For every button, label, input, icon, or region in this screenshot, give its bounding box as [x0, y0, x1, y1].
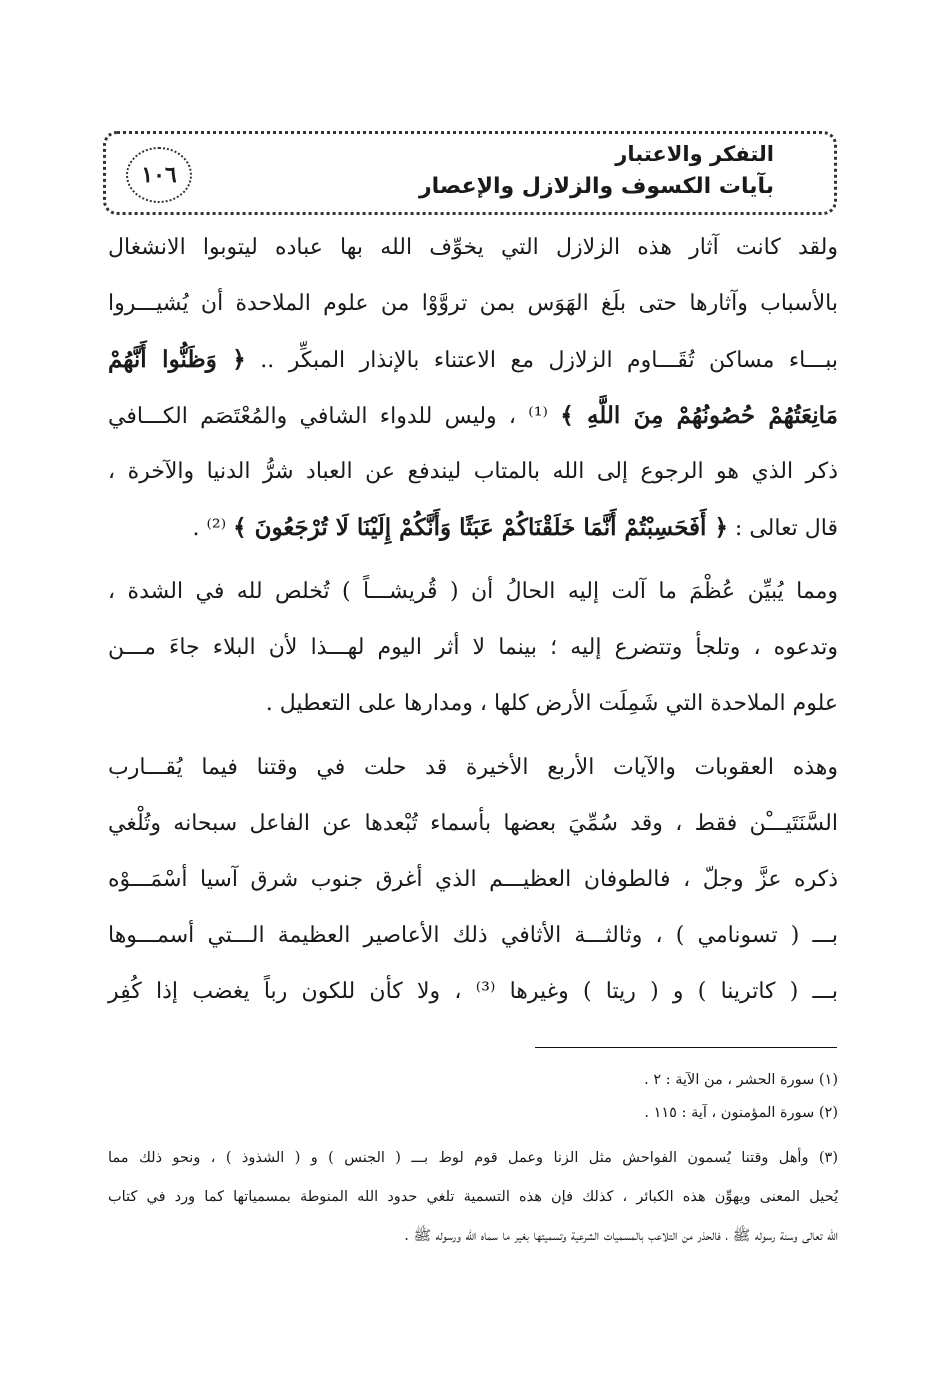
footnote: (٣) وأهل وقتنا يُسمون الفواحش مثل الزنا وعمل قوم لوط بـــ ( الجنس ) و ( الشذوذ ) ، ونحو ذلك مما: [108, 1150, 838, 1166]
text-line: بـــ ( كاترينا ) و ( ريتا ) وغيرها ⁽³⁾ ، ولا كأن للكون رباً يغضب إذا كُفِر: [108, 979, 838, 1004]
text-line: ذكره عزَّ وجلّ ، فالطوفان العظيـــم الذي أغرق جنوب شرق آسيا أسْمَـــوْه: [108, 867, 838, 892]
text-line: بـــ ( تسونامي ) ، وثالثـــة الأثافي ذلك الأعاصير العظيمة الـــتي أسمـــوها: [108, 923, 838, 948]
text-line: قال تعالى : ﴿ أَفَحَسِبْتُمْ أَنَّمَا خَلَقْنَاكُمْ عَبَثًا وَأَنَّكُمْ إِلَيْنَا لَا تُرْجَعُونَ ﴾ ⁽²⁾ .: [192, 514, 838, 541]
text-line: ولقد كانت آثار هذه الزلازل التي يخوِّف الله بها عباده ليتوبوا الانشغال: [108, 235, 838, 260]
text-line: علوم الملاحدة التي شَمِلَت الأرض كلها ، ومدارها على التعطيل .: [265, 691, 838, 716]
footnote: الله تعالى وسنة رسوله ﷺ ، فالحذر من التلاعب بالمسميات الشرعية وتسميتها بغير ما سماه الله ورسوله ﷺ .: [404, 1228, 838, 1244]
text-line: ذكر الذي هو الرجوع إلى الله بالمتاب ليندفع عن العباد شرُّ الدنيا والآخرة ،: [108, 459, 838, 484]
text-line: وتدعوه ، وتلجأ وتتضرع إليه ؛ بينما لا أثر اليوم لهـــذا لأن البلاء جاءَ مـــن: [108, 635, 838, 660]
text-line: مَانِعَتُهُمْ حُصُونُهُمْ مِنَ اللَّهِ ﴾ ⁽¹⁾ ، وليس للدواء الشافي والمُعْتَصَم الكـــافي: [108, 402, 838, 429]
header-title: التفكر والاعتبار: [615, 142, 774, 166]
text-line: السَّنَتَيـــْن فقط ، وقد سُمِّيَ بعضها بأسماء تُبْعدها عن الفاعل سبحانه وتُلْغي: [108, 811, 838, 836]
text-line: ببـــاء مساكن تُقَـــاوم الزلازل مع الاعتناء بالإنذار المبكِّر .. ﴿ وَظَنُّوا أَنَّهُمْ: [108, 346, 838, 373]
footnote: (٢) سورة المؤمنون ، آية : ١١٥ .: [644, 1105, 838, 1121]
text-line: ومما يُبيِّن عُظْمَ ما آلت إليه الحالُ أن ( قُريشـــاً ) تُخلص لله في الشدة ،: [108, 579, 838, 604]
quran-verse: ﴿ وَظَنُّوا أَنَّهُمْ: [108, 346, 246, 373]
text-line: بالأسباب وآثارها حتى بلَغ الهَوَس بمن تروَّوْا من علوم الملاحدة أن يُشيـــروا: [108, 291, 838, 316]
quran-verse: مَانِعَتُهُمْ حُصُونُهُمْ مِنَ اللَّهِ ﴾: [560, 402, 838, 429]
quran-verse: ﴿ أَفَحَسِبْتُمْ أَنَّمَا خَلَقْنَاكُمْ عَبَثًا وَأَنَّكُمْ إِلَيْنَا لَا تُرْجَعُونَ ﴾: [233, 514, 728, 541]
text-line: وهذه العقوبات والآيات الأربع الأخيرة قد حلت في وقتنا فيما يُقـــارب: [108, 755, 838, 780]
page-number: ١٠٦: [126, 147, 192, 203]
footnote-separator: [535, 1047, 837, 1048]
footnote: يُحيل المعنى ويهوِّن هذه الكبائر ، كذلك فإن هذه التسمية تلغي حدود الله المنوطة بمسمياتها كما ورد في كتاب: [108, 1189, 838, 1205]
page-header: [103, 131, 837, 215]
footnote: (١) سورة الحشر ، من الآية : ٢ .: [644, 1072, 838, 1088]
header-subtitle: بآيات الكسوف والزلازل والإعصار: [419, 174, 774, 199]
